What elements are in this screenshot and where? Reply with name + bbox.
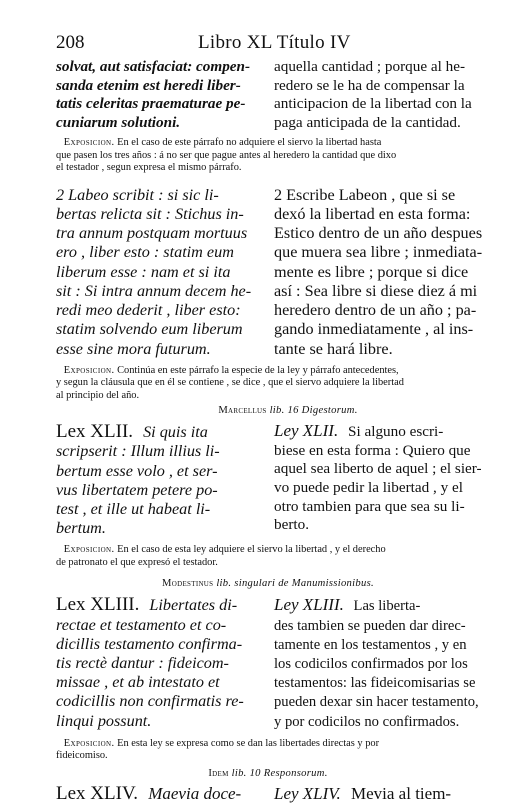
latin-line: tatis celeritas praematurae pe- (56, 95, 246, 113)
exposicion-text: Continúa en este párrafo la especie de la ley y párrafo antecedentes, (117, 364, 399, 376)
exposicion-4 (56, 738, 480, 763)
spanish-line: paga anticipada de la cantidad. (274, 113, 461, 131)
source-author: Modestinus (162, 578, 214, 590)
source-author: Idem (208, 767, 229, 779)
latin-column (56, 595, 262, 731)
exposicion-line: al principio del año. (56, 389, 140, 401)
exposicion-line: de patronato el que expresó el testador. (56, 556, 218, 568)
latin-line: statim solvendo eum liberum (56, 320, 243, 339)
lex-heading: Lex XLIII. (56, 594, 140, 616)
latin-line: bertas relicta sit : Stichus in- (56, 205, 244, 224)
latin-line: dicillis testamento confirma- (56, 634, 243, 653)
ley-heading: Ley XLIII. (274, 595, 344, 615)
exposicion-label: Exposicion. (63, 364, 115, 376)
latin-text: Maevia doce- (148, 783, 242, 803)
source-heading (56, 767, 480, 781)
source-reference: lib. 16 Digestorum. (269, 405, 358, 417)
exposicion-2 (56, 365, 480, 403)
exposicion-label: Exposicion. (63, 137, 115, 149)
exposicion-line: el testador , segun expresa el mismo párrafo. (56, 162, 242, 174)
page (56, 28, 483, 804)
spanish-line: Estico dentro de un año despues (274, 224, 483, 243)
spanish-text: Las liberta- (353, 598, 421, 615)
spanish-line: tante se hará libre. (274, 339, 393, 358)
spanish-line: gando inmediatamente , al ins- (274, 320, 474, 339)
exposicion-line (56, 544, 480, 557)
latin-line: redi meo dederit , liber esto: (56, 301, 241, 320)
spanish-text: Mevia al tiem- (351, 783, 452, 803)
spanish-line: aquella cantidad ; porque al he- (274, 58, 466, 75)
exposicion-text: En el caso de esta ley adquiere el siervo la libertad , y el derecho (117, 544, 386, 556)
exposicion-line (56, 365, 480, 378)
latin-line: bertum. (56, 519, 106, 538)
page-header (56, 28, 480, 54)
block-2 (56, 185, 483, 359)
exposicion-line: y segun la cláusula que en él se contiene , se dice , que el siervo adquiere la libertad (56, 377, 404, 389)
exposicion-text: En esta ley se expresa como se dan las libertades directas y por (117, 737, 380, 749)
spanish-line: aquel sea liberto de aquel ; el sier- (274, 460, 482, 478)
block-5 (56, 782, 480, 804)
spanish-line: pueden dexar sin hacer testamento, (274, 694, 479, 711)
spanish-line: mente es libre ; porque si dice (274, 262, 469, 281)
exposicion-3 (56, 544, 480, 569)
latin-line: esse sine mora futurum. (56, 339, 211, 358)
block-4 (56, 595, 480, 731)
spanish-line: 2 Escribe Labeon , que si se (274, 185, 456, 204)
latin-line: test , et ille ut habeat li- (56, 500, 211, 519)
latin-line: ero , liber esto : statim eum (56, 243, 234, 262)
latin-line: missae , et ab intestato et (56, 673, 220, 692)
spanish-column (274, 185, 483, 359)
latin-line: solvat, aut satisfaciat: compen- (56, 58, 251, 75)
source-heading (56, 577, 480, 591)
source-author: Marcellus (218, 405, 267, 417)
spanish-line: redero se le ha de compensar la (274, 76, 465, 94)
spanish-line (274, 595, 480, 616)
spanish-line: vo puede pedir la libertad , y el (274, 478, 463, 496)
lex-heading: Lex XLII. (56, 421, 134, 443)
lex-heading: Lex XLIV. (56, 782, 138, 804)
spanish-text: Si alguno escri- (348, 423, 444, 441)
block-1 (56, 58, 480, 132)
latin-line: linqui possunt. (56, 711, 152, 730)
spanish-line: berto. (274, 516, 310, 534)
exposicion-label: Exposicion. (63, 737, 115, 749)
exposicion-text: En el caso de este párrafo no adquiere el siervo la libertad hasta (117, 137, 382, 149)
ley-heading: Ley XLII. (274, 421, 339, 441)
exposicion-line: que pasen los tres años : á no ser que pague antes al heredero la cantidad que dixo (56, 149, 397, 161)
exposicion-1 (56, 137, 480, 175)
spanish-line: y por codicilos no confirmados. (274, 713, 460, 730)
latin-text: Si quis ita (143, 423, 208, 442)
exposicion-label: Exposicion. (63, 544, 115, 556)
latin-line: scripserit : Illum illius li- (56, 442, 220, 461)
latin-line: cuniarum solutioni. (56, 113, 181, 131)
latin-line: rectae et testamento et co- (56, 615, 227, 634)
spanish-line: los codicilos confirmados por los (274, 656, 468, 673)
spanish-line: biese en esta forma : Quiero que (274, 441, 471, 459)
spanish-column (274, 595, 480, 731)
latin-line (56, 782, 262, 804)
source-heading (56, 404, 480, 418)
block-3 (56, 422, 480, 538)
exposicion-line (56, 738, 480, 751)
exposicion-line: fideicomiso. (56, 750, 108, 762)
page-number: 208 (56, 32, 85, 53)
spanish-line: des tambien se pueden dar direc- (274, 617, 466, 634)
latin-column (56, 58, 262, 132)
latin-line: tra annum postquam mortuus (56, 224, 248, 243)
latin-line: bertum esse volo , et ser- (56, 461, 218, 480)
latin-line (56, 595, 262, 615)
spanish-column (274, 785, 480, 804)
latin-column (56, 186, 262, 359)
latin-line: vus libertatem petere po- (56, 480, 218, 499)
spanish-line: así : Sea libre si diese diez á mi (274, 281, 478, 300)
ley-heading: Ley XLIV. (274, 783, 341, 803)
latin-line: codicillis non confirmatis re- (56, 692, 244, 711)
source-reference: lib. singulari de Manumissionibus. (216, 578, 374, 590)
spanish-line: otro tambien para que sea su li- (274, 497, 465, 515)
latin-text: Libertates di- (149, 596, 238, 615)
spanish-line (274, 785, 480, 804)
latin-column (56, 782, 262, 804)
latin-column (56, 422, 262, 538)
spanish-line: que muera sea libre ; inmediata- (274, 243, 483, 262)
spanish-line: dexó la libertad en esta forma: (274, 205, 471, 224)
spanish-line: testamentos: las fideicomisarias se (274, 675, 476, 692)
latin-line: 2 Labeo scribit : si sic li- (56, 185, 219, 204)
running-title: Libro XL Título IV (198, 32, 351, 53)
source-reference: lib. 10 Responsorum. (231, 767, 328, 779)
spanish-column (274, 422, 480, 538)
spanish-line: heredero dentro de un año ; pa- (274, 301, 477, 320)
latin-line (56, 422, 262, 442)
latin-line: sanda etenim est heredi liber- (56, 76, 241, 94)
exposicion-line (56, 137, 480, 150)
spanish-line: tamente en los testamentos , y en (274, 636, 467, 653)
latin-line: sit : Si intra annum decem he- (56, 281, 252, 300)
latin-line: liberum esse : nam et si ita (56, 262, 231, 281)
latin-line: tis rectè dantur : fideicom- (56, 654, 229, 673)
spanish-column (274, 58, 480, 132)
spanish-line (274, 422, 480, 442)
spanish-line: anticipacion de la libertad con la (274, 95, 472, 113)
